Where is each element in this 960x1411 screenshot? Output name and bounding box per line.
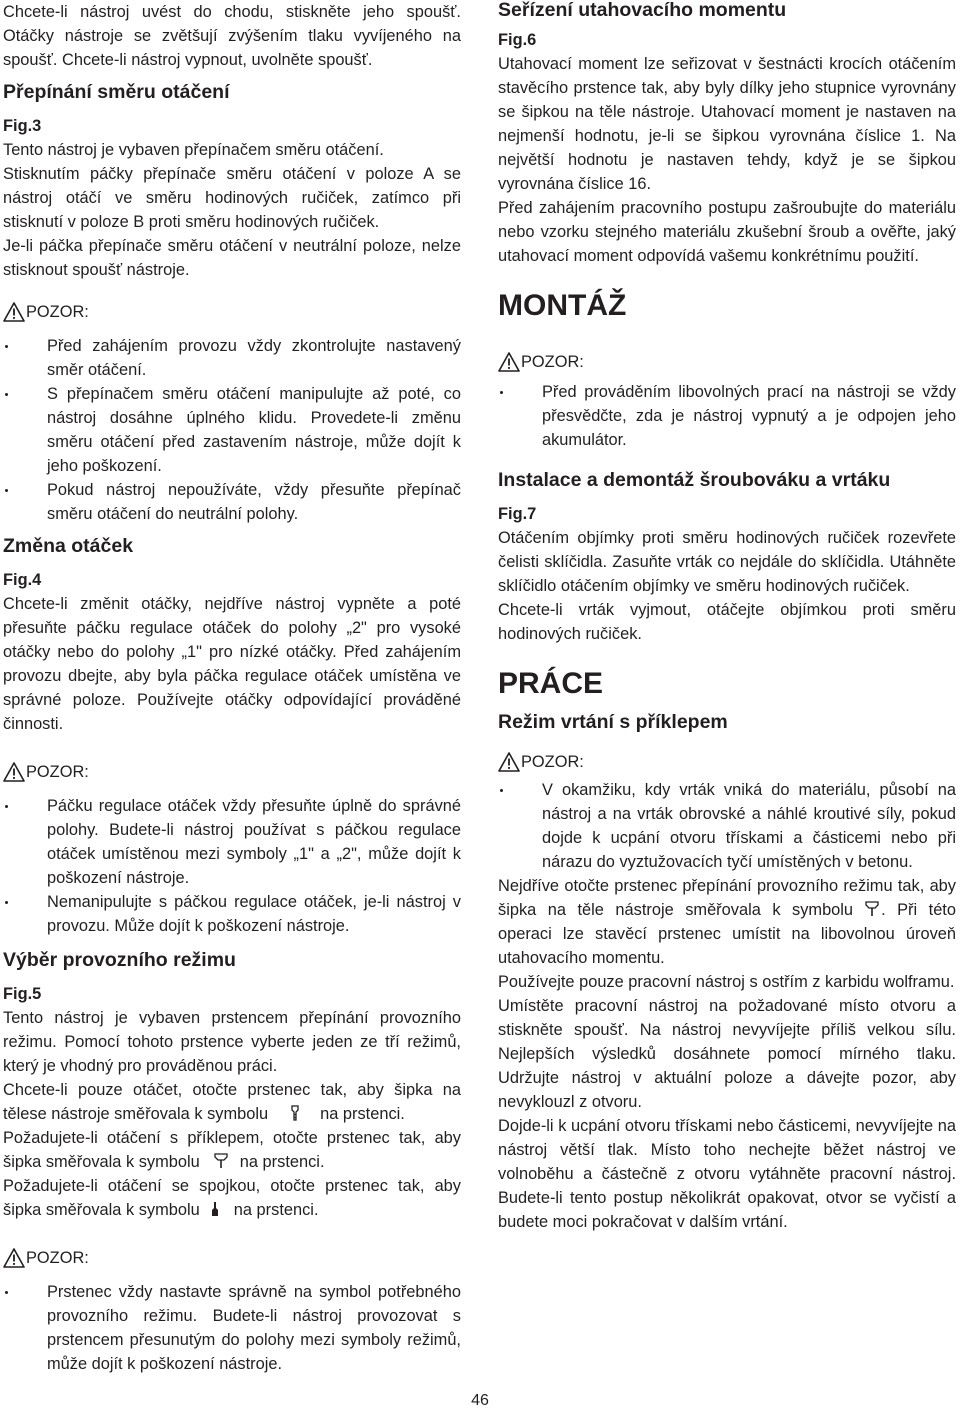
mode-paragraph-3: Požadujete-li otáčení s příklepem, otočte prstenec tak, aby šipka směřovala k symbolu na prstenci. [3,1129,461,1171]
hammer-paragraph-3: Umístěte pracovní nástroj na požadované místo otvoru a stiskněte spoušť. Na nástroj nevyvíjejte příliš velkou sílu. Nejlepších výsledků dosáhnete pomocí mírného tlaku. Udržujte nástroj v aktuální poloze a dávejte pozor, aby nevyklouzl z otvoru. [498,997,956,1111]
speed-caution-list [3,794,461,938]
warning-icon [498,752,520,772]
bullet-dot [5,805,8,808]
list-item: S přepínačem směru otáčení manipulujte až poté, co nástroj dosáhne úplného klidu. Provedete-li změnu směru otáčení před zastavením nástroje, může dojít k jeho poškození. [3,382,461,478]
hammer-paragraph-2: Používejte pouze pracovní nástroj s ostřím z karbidu wolframu. [498,973,955,991]
heading-montaz: MONTÁŽ [498,289,627,322]
hammer-drill-icon [863,901,881,917]
torque-paragraph-1: Utahovací moment lze seřizovat v šestnácti krocích otáčením stavěcího prstence tak, aby byly dílky jeho stupnice vyrovnány se šipkou na těle nástroje. Utahovací moment je nastaven na nejmenší hodnotu, je-li se šipkou vyrovnána číslice 1. Na největší hodnotu je nastaven tehdy, když je se šipkou vyrovnána číslice 16. [498,55,956,193]
list-item: Nemanipulujte s páčkou regulace otáček, je-li nástroj v provozu. Může dojít k poškození nástroje. [3,890,461,938]
hammer-caution-list [498,778,956,874]
drill-only-icon [286,1105,304,1121]
warning-icon [3,302,25,322]
caution-label: POZOR: [521,353,584,371]
caution-heading [3,760,461,784]
torque-paragraph-2: Před zahájením pracovního postupu zašroubujte do materiálu nebo vzorku stejného materiálu zkušební šroub a ověřte, jaký utahovací moment odpovídá vašemu konkrétnímu použití. [498,199,956,265]
section-title-direction: Přepínání směru otáčení [3,81,230,103]
mode-paragraph-4: Požadujete-li otáčení se spojkou, otočte prstenec tak, aby šipka směřovala k symbolu na prstenci. [3,1177,461,1219]
fig-label-6: Fig.6 [498,31,537,49]
mode-paragraph-1: Tento nástroj je vybaven prstencem přepínání provozního režimu. Pomocí tohoto prstence vyberte jeden ze tří režimů, který je vhodný pro prováděnou práci. [3,1009,461,1075]
caution-label: POZOR: [26,1249,89,1267]
bullet-dot [500,391,503,394]
bullet-dot [5,345,8,348]
bullet-dot [5,489,8,492]
fig-label-3: Fig.3 [3,117,42,135]
caution-heading [498,350,956,374]
section-title-bit-install: Instalace a demontáž šroubováku a vrtáku [498,469,891,491]
list-item: Páčku regulace otáček vždy přesuňte úplně do správné polohy. Budete-li nástroj používat s páčkou regulace otáček umístěnou mezi symboly „1" a „2", může dojít k poškození nástroje. [3,794,461,890]
caution-heading [3,1246,461,1270]
section-title-speed: Změna otáček [3,535,134,557]
left-column [3,0,461,1376]
warning-icon [498,352,520,372]
mode-caution-list [3,1280,461,1376]
caution-label: POZOR: [26,303,89,321]
fig-label-5: Fig.5 [3,985,42,1003]
hammer-paragraph-1: Nejdříve otočte prstenec přepínání provozního režimu tak, aby šipka na těle nástroje směřovala k symbolu . Při této operaci lze stavěcí prstenec umístit na libovolnou úroveň utahovacího momentu. [498,877,956,967]
fig-label-4: Fig.4 [3,571,42,589]
bullet-dot [5,393,8,396]
section-title-torque: Seřízení utahovacího momentu [498,0,787,21]
hammer-paragraph-4: Dojde-li k ucpání otvoru třískami nebo částicemi, nevyvíjejte na nástroj větší tlak. Místo toho nechejte běžet nástroj ve volnoběhu a částečně z otvoru vytáhněte pracovní nástroj. Budete-li tento postup několikrát opakovat, otvor se vyčistí a budete moci pokračovat v dalším vrtání. [498,1117,956,1231]
warning-icon [3,762,25,782]
bullet-dot [500,789,503,792]
bullet-dot [5,901,8,904]
caution-heading [498,750,956,774]
list-item: Před zahájením provozu vždy zkontrolujte nastavený směr otáčení. [3,334,461,382]
caution-heading [3,300,461,324]
list-item: Pokud nástroj nepoužíváte, vždy přesuňte přepínač směru otáčení do neutrální polohy. [3,478,461,526]
montaz-caution-list [498,380,956,452]
mode-paragraph-2: Chcete-li pouze otáčet, otočte prstenec tak, aby šipka na tělese nástroje směřovala k symbolu na prstenci. [3,1081,461,1123]
page-number: 46 [471,1392,489,1409]
hammer-drill-icon [212,1153,230,1169]
bit-install-paragraph-1: Otáčením objímky proti směru hodinových ručiček rozevřete čelisti sklíčidla. Zasuňte vrták co nejdále do sklíčidla. Utáhněte sklíčidlo otáčením objímky ve směru hodinových ručiček. [498,529,956,595]
fig-label-7: Fig.7 [498,505,537,523]
warning-icon [3,1248,25,1268]
direction-paragraph-3: Je-li páčka přepínače směru otáčení v neutrální poloze, nelze stisknout spoušť nástroje. [3,237,461,279]
right-column [498,0,956,1234]
list-item: V okamžiku, kdy vrták vniká do materiálu, působí na nástroj a na vrták obrovské a náhlé kroutivé síly, pokud dojde k ucpání otvoru třískami a částicemi nebo při nárazu do vyztužovacích tyčí umístěných v betonu. [498,778,956,874]
section-title-mode: Výběr provozního režimu [3,949,236,971]
speed-paragraph: Chcete-li změnit otáčky, nejdříve nástroj vypněte a poté přesuňte páčku regulace otáček do polohy „2" pro vysoké otáčky nebo do polohy „1" pro nízké otáčky. Před zahájením provozu dbejte, aby byla páčka regulace otáček umístěna ve správné poloze. Používejte otáčky odpovídající prováděné činnosti. [3,595,461,733]
bullet-dot [5,1291,8,1294]
direction-paragraph-2: Stisknutím páčky přepínače směru otáčení v poloze A se nástroj otáčí ve směru hodinových ručiček, zatímco při stisknutí v poloze B proti směru hodinových ručiček. [3,165,461,231]
intro-paragraph: Chcete-li nástroj uvést do chodu, stiskněte jeho spoušť. Otáčky nástroje se zvětšují zvýšením tlaku vyvíjeného na spoušť. Chcete-li nástroj vypnout, uvolněte spoušť. [3,3,461,69]
caution-label: POZOR: [26,763,89,781]
screwdriver-clutch-icon [206,1201,224,1217]
bit-install-paragraph-2: Chcete-li vrták vyjmout, otáčejte objímkou proti směru hodinových ručiček. [498,601,956,643]
list-item: Před prováděním libovolných prací na nástroji se vždy přesvědčte, zda je nástroj vypnutý a je odpojen jeho akumulátor. [498,380,956,452]
caution-label: POZOR: [521,753,584,771]
heading-prace: PRÁCE [498,667,604,700]
direction-paragraph-1: Tento nástroj je vybaven přepínačem směru otáčení. [3,141,384,159]
direction-caution-list [3,334,461,526]
section-title-hammer-drilling: Režim vrtání s příklepem [498,711,728,733]
list-item: Prstenec vždy nastavte správně na symbol potřebného provozního režimu. Budete-li nástroj provozovat s prstencem přesunutým do polohy mezi symboly režimů, může dojít k poškození nástroje. [3,1280,461,1376]
